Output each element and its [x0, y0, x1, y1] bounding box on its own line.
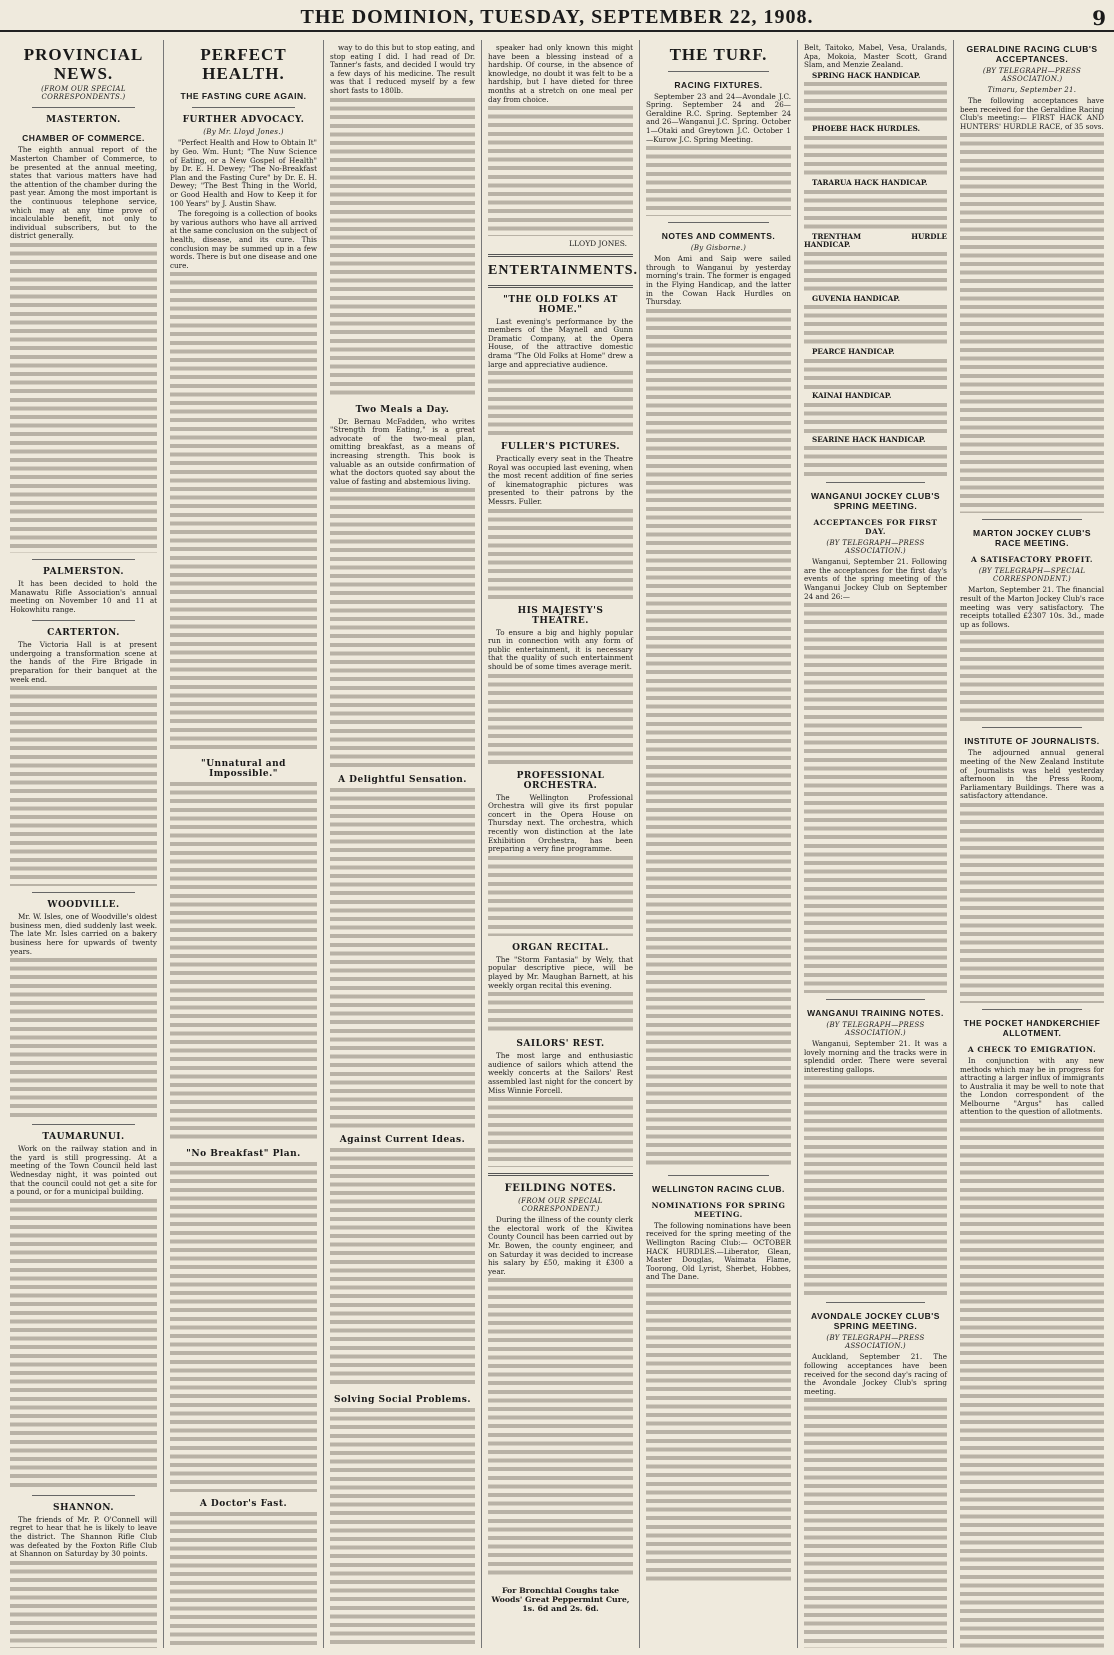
text-filler: [804, 1076, 947, 1296]
story-heading: PALMERSTON.: [42, 566, 125, 577]
divider: [668, 71, 769, 72]
subtitle: THE FASTING CURE AGAIN.: [180, 91, 307, 102]
story-text: Practically every seat in the Theatre Royal was occupied last evening, when the most recent addition of fine series of kinematographic pictures was presented to their patrons by the Messrs. Fuller.: [488, 454, 633, 507]
story-heading: WELLINGTON RACING CLUB.: [652, 1183, 785, 1194]
story-subheading: ACCEPTANCES FOR FIRST DAY.: [813, 518, 938, 537]
column-entertainments: [482, 40, 640, 1648]
race-name: SEARINE HACK HANDICAP.: [812, 434, 926, 444]
text-filler: [170, 272, 317, 752]
story-heading: THE POCKET HANDKERCHIEF ALLOTMENT.: [963, 1017, 1101, 1038]
race-name: SPRING HACK HANDICAP.: [812, 70, 921, 80]
text-filler: [330, 488, 475, 768]
story-heading: NOTES AND COMMENTS.: [661, 231, 776, 242]
story-subheading: A SATISFACTORY PROFIT.: [971, 555, 1093, 565]
story-text: Marton, September 21. The financial result of the Marton Jockey Club's race meeting was very satisfactory. The receipts totalled £2307 10s. 3d., made up as follows.: [960, 585, 1104, 629]
byline: (FROM OUR SPECIAL CORRESPONDENT.): [518, 1197, 603, 1214]
story-text: The Victoria Hall is at present undergoing a transformation scene at the hands of the Fire Brigade in preparation for their banquet at the week end.: [10, 640, 157, 684]
story-text: September 23 and 24—Avondale J.C. Spring. September 24 and 26—Geraldine R.C. Spring. September 24 and 26—Wanganui J.C. Spring. October 1—Otaki and Greytown J.C. October 1—Kurow J.C. Spring Meeting.: [646, 91, 791, 144]
text-filler: [330, 1148, 475, 1388]
byline: (By Gisborne.): [690, 244, 747, 253]
masthead: [0, 8, 1114, 32]
divider: [668, 1175, 769, 1176]
subheading: A Doctor's Fast.: [199, 1499, 288, 1510]
story-heading: SHANNON.: [52, 1502, 115, 1513]
divider: [826, 999, 925, 1000]
text-filler: [960, 803, 1104, 1003]
race-name: TARARUA HACK HANDICAP.: [812, 177, 928, 187]
story-text: The following acceptances have been received for the Geraldine Racing Club's meeting:— FIRST HACK AND HUNTERS' HURDLE RACE, of 35 sovs.: [960, 96, 1104, 131]
column-health-continued: [324, 40, 482, 1648]
byline: (By Mr. Lloyd Jones.): [203, 128, 284, 137]
text-filler: [488, 1097, 633, 1167]
text-filler: [170, 1512, 317, 1648]
page-number: 9: [1092, 6, 1106, 30]
byline: (BY TELEGRAPH—PRESS ASSOCIATION.): [826, 1021, 925, 1038]
race-name: PHOEBE HACK HURDLES.: [812, 124, 921, 134]
story-heading: WANGANUI JOCKEY CLUB'S SPRING MEETING.: [810, 491, 941, 512]
text-filler: [804, 1398, 947, 1648]
divider: [488, 1173, 633, 1176]
story-text: The foregoing is a collection of books by various authors who have all arrived at the same conclusion on the subject of health, disease, and its cure. This conclusion may be summed up in a few words. There is but one disease and one cure.: [170, 209, 317, 270]
story-heading: ORGAN RECITAL.: [512, 942, 609, 953]
text-filler: [960, 1119, 1104, 1648]
subheading: Against Current Ideas.: [339, 1135, 466, 1146]
text-filler: [170, 782, 317, 1142]
text-filler: [170, 1162, 317, 1492]
advertisement: For Bronchial Coughs take Woods' Great Peppermint Cure, 1s. 6d and 2s. 6d.: [491, 1586, 630, 1614]
story-heading: GERALDINE RACING CLUB'S ACCEPTANCES.: [966, 44, 1098, 64]
divider: [32, 107, 135, 108]
section-title-the-turf: THE TURF.: [669, 45, 768, 64]
story-text: way to do this but to stop eating, and stop eating I did. I had read of Dr. Tanner's fasts, and decided I would try a few days of his medicine. The result was that I reduced myself by a few short fasts to 180lb.: [330, 43, 475, 95]
text-filler: [488, 1278, 633, 1578]
text-filler: [646, 1284, 791, 1584]
story-text: Wanganui, September 21. Following are the acceptances for the first day's events of the spring meeting of the Wanganui Jockey Club on September 24 and 26:—: [804, 557, 947, 601]
text-filler: [330, 98, 475, 398]
divider: [32, 892, 135, 893]
story-heading: FEILDING NOTES.: [504, 1183, 617, 1195]
story-subheading: A CHECK TO EMIGRATION.: [967, 1044, 1097, 1054]
divider: [488, 254, 633, 257]
masthead-title: THE DOMINION, TUESDAY, SEPTEMBER 22, 1908.: [300, 6, 814, 28]
text-filler: [488, 371, 633, 435]
story-text: The friends of Mr. P. O'Connell will regret to hear that he is likely to leave the district. The Shannon Rifle Club was defeated by the Foxton Rifle Club at Shannon on Saturday by 30 points.: [10, 1514, 157, 1559]
section-title-provincial-news: PROVINCIAL NEWS.: [23, 45, 144, 83]
story-text: The eighth annual report of the Masterton Chamber of Commerce, to be presented at the annual meeting, states that various matters have had the attention of the chamber during the past year. Among the most important is the continuous telephone service, which may at any time prove of incalculable benefit, not only to individual subscribers, but to the district generally.: [10, 145, 157, 241]
divider: [488, 285, 633, 288]
race-name: PEARCE HANDICAP.: [812, 347, 895, 357]
text-filler: [804, 603, 947, 993]
divider: [32, 1495, 135, 1496]
text-filler: [330, 788, 475, 1128]
byline: (BY TELEGRAPH—SPECIAL CORRESPONDENT.): [978, 567, 1086, 584]
text-filler: [10, 686, 157, 886]
text-filler: [960, 631, 1104, 721]
story-heading: PROFESSIONAL ORCHESTRA.: [516, 770, 605, 791]
story-text: To ensure a big and highly popular run in connection with any form of public entertainment, it is necessary that the quality of such entertainment should be of some times average merit.: [488, 627, 633, 672]
story-heading: WOODVILLE.: [47, 900, 120, 911]
story-text: Auckland, September 21. The following acceptances have been received for the second day's racing of the Avondale Jockey Club's spring meeting.: [804, 1352, 947, 1396]
section-title-perfect-health: PERFECT HEALTH.: [200, 45, 287, 83]
story-text: "Perfect Health and How to Obtain It" by Geo. Wm. Hunt; "The Nuw Science of Eating, or a New Gospel of Health" by Dr. E. H. Dewey; "The No-Breakfast Plan and the Fasting Cure" by Dr. E. H. Dewey; "The Best Thing in the World, or Good Health and How to Keep it for 100 Years" by J. Austin Shaw.: [170, 138, 317, 208]
story-text: Work on the railway station and in the yard is still progressing. At a meeting of the Town Council held last Wednesday night, it was pointed out that the council could not get a site for a pound, or for a municipal building.: [10, 1144, 157, 1197]
story-heading: HIS MAJESTY'S THEATRE.: [517, 605, 604, 626]
story-text: speaker had only known this might have been a blessing instead of a hardship. Of course, in the absence of knowledge, no doubt it was felt to be a hardship, but I have dieted for three months at a stretch on one meal per day from choice.: [488, 43, 633, 104]
subheading: Two Meals a Day.: [355, 404, 450, 415]
text-filler: [804, 252, 947, 292]
story-text: The Wellington Professional Orchestra will give its first popular concert in the Opera House on Thursday next. The orchestra, which recently won distinction at the late Exhibition Orchestra, has been preparing a very fine programme.: [488, 792, 633, 854]
race-name: KAINAI HANDICAP.: [812, 390, 892, 400]
text-filler: [646, 146, 791, 216]
column-provincial-news: [4, 40, 164, 1648]
text-filler: [10, 243, 157, 553]
text-filler: [488, 509, 633, 599]
divider: [32, 559, 135, 560]
race-name: TRENTHAM HURDLE HANDICAP.: [804, 231, 947, 250]
story-heading: MASTERTON.: [46, 115, 121, 126]
story-heading: SAILORS' REST.: [516, 1039, 605, 1050]
story-heading: FULLER'S PICTURES.: [501, 442, 620, 453]
subheading: A Delightful Sensation.: [338, 775, 467, 786]
text-filler: [10, 958, 157, 1118]
subheading: "Unnatural and Impossible.": [201, 759, 286, 780]
subheading: "No Breakfast" Plan.: [186, 1149, 301, 1160]
column-the-turf: [640, 40, 798, 1648]
story-heading: AVONDALE JOCKEY CLUB'S SPRING MEETING.: [811, 1311, 940, 1332]
text-filler: [960, 133, 1104, 513]
story-heading: MARTON JOCKEY CLUB'S RACE MEETING.: [973, 528, 1091, 549]
column-turf-continued: [798, 40, 954, 1648]
story-subheading: CHAMBER OF COMMERCE.: [22, 133, 145, 144]
story-text: Last evening's performance by the members of the Maynell and Gunn Dramatic Company, at the Opera House, of the attractive domestic drama "The Old Folks at Home" drew a large and appreciative audience.: [488, 316, 633, 369]
divider: [982, 519, 1082, 520]
story-text: The "Storm Fantasia" by Wely, that popular descriptive piece, will be played by Mr. Maughan Barnett, at his weekly organ recital this evening.: [488, 954, 633, 990]
dateline: Timaru, September 21.: [987, 86, 1077, 94]
byline: (BY TELEGRAPH—PRESS ASSOCIATION.): [826, 1334, 925, 1351]
text-filler: [488, 856, 633, 936]
text-filler: [804, 403, 947, 433]
byline: (FROM OUR SPECIAL CORRESPONDENTS.): [41, 85, 126, 102]
story-text: The following nominations have been received for the spring meeting of the Wellington Racing Club:— OCTOBER HACK HURDLES.—Liberator, Glean, Master Douglas, Waimata Flame, Toorong, Old Lyrist, Sherbet, Hobbes, and The Dane.: [646, 1220, 791, 1282]
signature: LLOYD JONES.: [569, 239, 627, 249]
race-name: GUVENIA HANDICAP.: [812, 293, 901, 303]
story-heading: WANGANUI TRAINING NOTES.: [807, 1008, 944, 1019]
text-filler: [804, 446, 947, 476]
story-text: The adjourned annual general meeting of the New Zealand Institute of Journalists was held yesterday afternoon in the Press Room, Parliamentary Buildings. There was a satisfactory attendance.: [960, 748, 1104, 801]
story-subheading: NOMINATIONS FOR SPRING MEETING.: [651, 1200, 786, 1219]
story-heading: FURTHER ADVOCACY.: [182, 115, 305, 126]
story-text: Mon Ami and Saip were sailed through to Wanganui by yesterday morning's train. The former is engaged in the Flying Handicap, and the latter in the Cowan Hack Hurdles on Thursday.: [646, 254, 791, 307]
story-heading: CARTERTON.: [47, 628, 120, 639]
text-filler: [804, 190, 947, 230]
text-filler: [488, 992, 633, 1032]
text-filler: [646, 309, 791, 1169]
story-text: Belt, Taitoko, Mabel, Vesa, Uralands, Apa, Mokoia, Master Scott, Grand Slam, and Menzie Zealand.: [804, 43, 947, 70]
story-text: Dr. Bernau McFadden, who writes "Strength from Eating," is a great advocate of the two-meal plan, omitting breakfast, as a means of increasing strength. This book is valuable as an outside confirmation of what the doctors quoted say about the value of fasting and abstemious living.: [330, 416, 475, 486]
story-heading: "THE OLD FOLKS AT HOME.": [503, 294, 618, 315]
text-filler: [804, 359, 947, 389]
divider: [192, 107, 295, 108]
divider: [32, 620, 135, 621]
divider: [826, 1302, 925, 1303]
text-filler: [804, 136, 947, 176]
story-text: The most large and enthusiastic audience of sailors which attend the weekly concerts at the Sailors' Rest assembled last night for the concert by Miss Winnie Forcell.: [488, 1051, 633, 1095]
byline: (BY TELEGRAPH—PRESS ASSOCIATION.): [982, 67, 1082, 83]
section-title-entertainments: ENTERTAINMENTS.: [488, 263, 638, 279]
story-text: Wanganui, September 21. It was a lovely morning and the tracks were in splendid order. There were several interesting gallops.: [804, 1039, 947, 1074]
divider: [982, 727, 1082, 728]
text-filler: [10, 1199, 157, 1489]
text-filler: [488, 674, 633, 764]
subheading: Solving Social Problems.: [334, 1395, 471, 1406]
story-text: It has been decided to hold the Manawatu Rifle Association's annual meeting on November 10 and 11 at Hokowhitu range.: [10, 578, 157, 614]
text-filler: [804, 82, 947, 122]
text-filler: [804, 305, 947, 345]
divider: [668, 222, 769, 223]
columns: [4, 40, 1110, 1648]
story-text: During the illness of the county clerk the electoral work of the Kiwitea County Council has been carried out by Mr. Bowen, the county engineer, and on Saturday it was decided to increase his salary by £50, making it £300 a year.: [488, 1215, 633, 1276]
column-geraldine-journalists: [954, 40, 1110, 1648]
story-heading: INSTITUTE OF JOURNALISTS.: [964, 736, 1100, 747]
divider: [826, 482, 925, 483]
story-text: In conjunction with any new methods which may be in progress for attracting a larger influx of immigrants to Australia it may be well to note that the London correspondent of the Melbourne "Argus" has called attention to the question of allotments.: [960, 1055, 1104, 1117]
text-filler: [488, 106, 633, 236]
text-filler: [10, 1561, 157, 1648]
story-heading: RACING FIXTURES.: [674, 79, 763, 90]
divider: [32, 1124, 135, 1125]
divider: [982, 1009, 1082, 1010]
column-perfect-health: [164, 40, 324, 1648]
text-filler: [330, 1408, 475, 1648]
story-heading: TAUMARUNUI.: [42, 1132, 125, 1143]
story-text: Mr. W. Isles, one of Woodville's oldest business men, died suddenly last week. The late Mr. Isles carried on a bakery business here for upwards of twenty years.: [10, 912, 157, 956]
byline: (BY TELEGRAPH—PRESS ASSOCIATION.): [826, 539, 925, 556]
